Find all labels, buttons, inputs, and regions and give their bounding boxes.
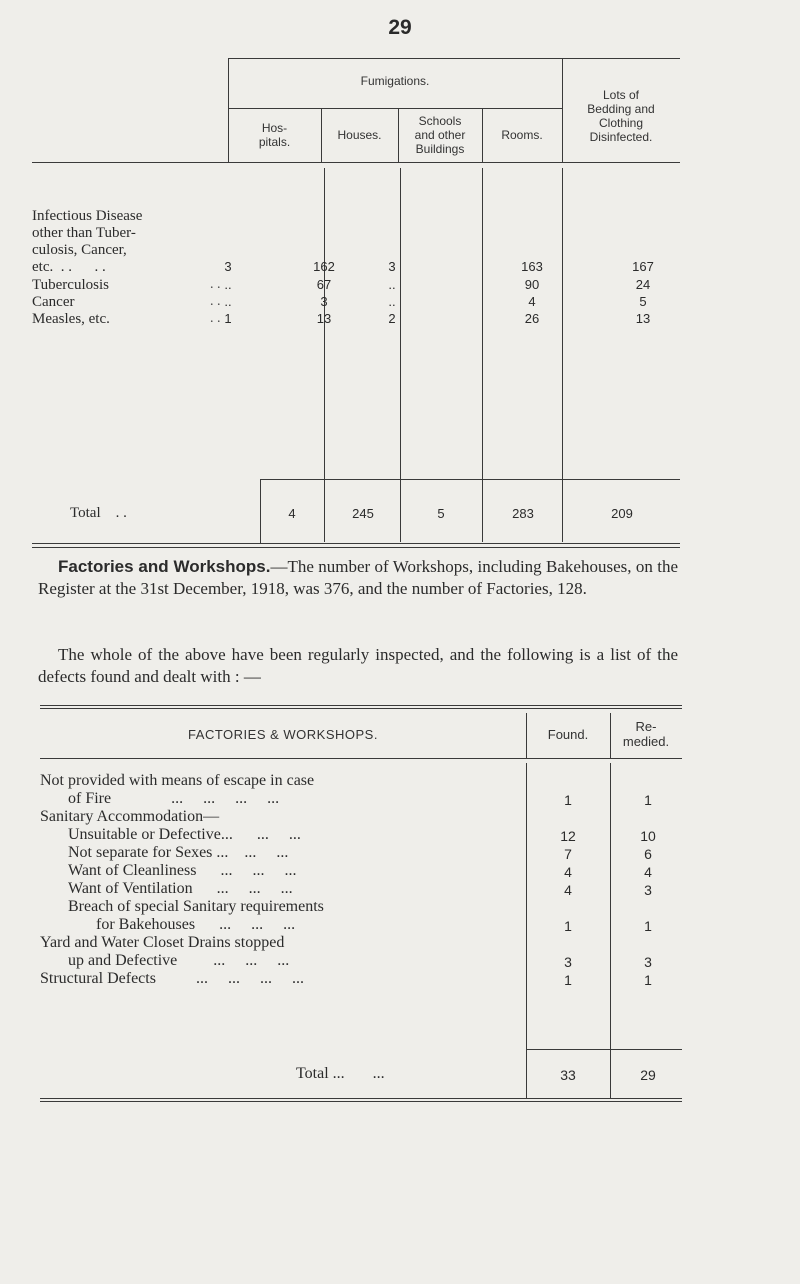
total-value: 5 (437, 506, 445, 521)
rule-top (40, 705, 682, 706)
cell-value: .. (224, 277, 232, 292)
leader-dots: . . (210, 277, 221, 292)
defect-item: Want of Cleanliness ... ... ... (68, 862, 297, 879)
defect-item: Yard and Water Closet Drains stopped (40, 934, 285, 951)
vrule (562, 168, 563, 542)
cell-value: 13 (635, 311, 651, 326)
cell-value: 24 (635, 277, 651, 292)
cell-value: 90 (524, 277, 540, 292)
found-value: 1 (564, 792, 572, 808)
defect-item: Want of Ventilation ... ... ... (68, 880, 293, 897)
defect-item: Unsuitable or Defective... ... ... (68, 826, 301, 843)
cell-value: 26 (524, 311, 540, 326)
row-label-tuberculosis: Tuberculosis (32, 277, 109, 293)
row-label-cancer: Cancer (32, 294, 75, 310)
defect-item: up and Defective ... ... ... (68, 952, 290, 969)
remedied-value: 1 (644, 792, 652, 808)
paragraph-factories (38, 556, 678, 600)
rule-top (228, 58, 680, 59)
found-value: 1 (564, 972, 572, 988)
remedied-value: 3 (644, 954, 652, 970)
cell-value: .. (388, 294, 396, 309)
factories-table (40, 705, 682, 1105)
row-label-infectious: Infectious Disease other than Tuber- culosis, Cancer, etc. . . . . (32, 208, 143, 275)
cell-value: 3 (388, 259, 396, 274)
found-value: 12 (560, 828, 576, 844)
paragraph-lead: Factories and Workshops. (58, 557, 271, 576)
defect-item: Not provided with means of escape in case (40, 772, 315, 789)
rule-total-top (526, 1049, 682, 1050)
found-value: 4 (564, 882, 572, 898)
total-value: 209 (611, 506, 633, 521)
row-label-measles: Measles, etc. (32, 311, 110, 327)
cell-value: .. (224, 294, 232, 309)
vrule (324, 168, 325, 542)
header-hospitals: Hos- pitals. (258, 121, 291, 149)
total-remedied: 29 (640, 1067, 656, 1083)
paragraph-inspected: The whole of the above have been regularly inspected, and the following is a list of the defects found and dealt with : — (38, 645, 678, 686)
total-value: 283 (512, 506, 534, 521)
cell-value: 2 (388, 311, 396, 326)
cell-value: 5 (639, 294, 647, 309)
leader-dots: . . (210, 311, 221, 326)
page-number: 29 (388, 16, 412, 39)
fumigations-table (32, 58, 680, 548)
cell-value: 162 (313, 259, 335, 274)
header-item: FACTORIES & WORKSHOPS. (188, 727, 378, 742)
vrule (482, 168, 483, 542)
cell-value: 3 (224, 259, 232, 274)
cell-value: 67 (316, 277, 332, 292)
header-houses: Houses. (337, 128, 382, 142)
rule-bottom-2 (40, 1101, 682, 1102)
vrule (400, 168, 401, 542)
found-value: 1 (564, 918, 572, 934)
defect-item: Breach of special Sanitary requirements (68, 898, 324, 915)
remedied-value: 6 (644, 846, 652, 862)
header-bedding: Lots of Bedding and Clothing Disinfected. (587, 88, 655, 144)
cell-value: 163 (521, 259, 543, 274)
cell-value: 167 (632, 259, 654, 274)
remedied-value: 4 (644, 864, 652, 880)
defect-item: for Bakehouses ... ... ... (96, 916, 296, 933)
header-remedied: Re- medied. (622, 719, 670, 749)
found-value: 4 (564, 864, 572, 880)
remedied-value: 1 (644, 918, 652, 934)
cell-value: .. (388, 277, 396, 292)
rule-bottom-1 (40, 1098, 682, 1099)
header-found: Found. (547, 727, 589, 742)
vrule (260, 479, 261, 543)
rule-header-bottom (40, 758, 682, 759)
cell-value: 1 (224, 311, 232, 326)
defect-item: Structural Defects ... ... ... ... (40, 970, 304, 987)
found-value: 3 (564, 954, 572, 970)
defect-item: Sanitary Accommodation— (40, 808, 220, 825)
leader-dots: . . (210, 294, 221, 309)
defect-item: of Fire ... ... ... ... (68, 790, 280, 807)
found-value: 7 (564, 846, 572, 862)
rule-bottom-1 (32, 543, 680, 544)
total-found: 33 (560, 1067, 576, 1083)
rule-subheader (228, 108, 562, 109)
rule-bottom-2 (32, 547, 680, 548)
cell-value: 13 (316, 311, 332, 326)
vrule (610, 763, 611, 1099)
defect-item: Not separate for Sexes ... ... ... (68, 844, 289, 861)
total-label: Total ... ... (296, 1065, 385, 1082)
rule-header-bottom (32, 162, 680, 163)
total-label: Total . . (70, 505, 127, 521)
remedied-value: 3 (644, 882, 652, 898)
remedied-value: 1 (644, 972, 652, 988)
remedied-value: 10 (640, 828, 656, 844)
header-rooms: Rooms. (501, 128, 543, 142)
paragraph-text: —The number of Workshops, including Bakehouses, on the Register at the 31st December, 1918, was 376, and the number of Factories, 128. (38, 557, 679, 598)
rule-total-top (260, 479, 680, 480)
vrule (526, 763, 527, 1099)
cell-value: 3 (320, 294, 328, 309)
cell-value: 4 (528, 294, 536, 309)
header-fumigations: Fumigations. (360, 74, 430, 88)
total-value: 4 (288, 506, 296, 521)
header-schools: Schools and other Buildings (414, 114, 466, 156)
total-value: 245 (352, 506, 374, 521)
rule-top-2 (40, 708, 682, 709)
